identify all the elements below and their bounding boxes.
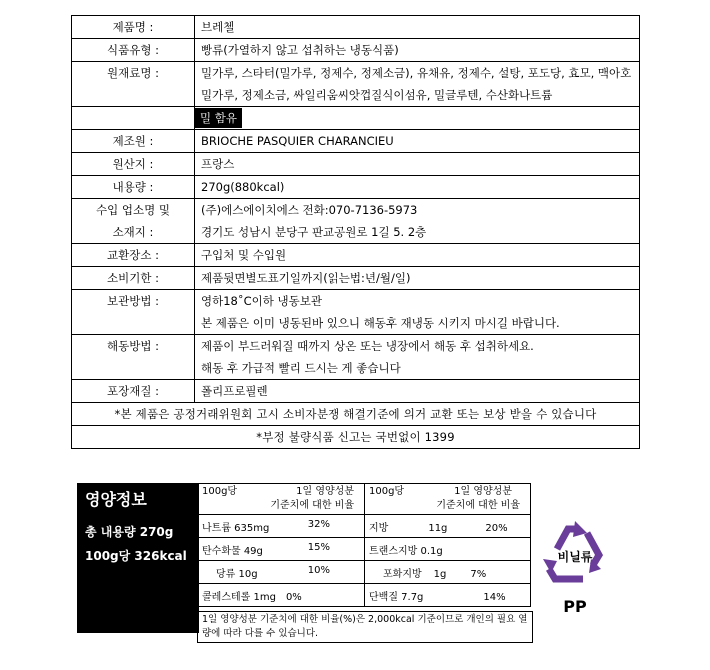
label-ingredients: 원재료명 : xyxy=(72,62,195,107)
nutrient-sat-fat xyxy=(365,561,531,584)
nutrient-pct: 32% xyxy=(307,518,330,530)
nutrient-sodium xyxy=(198,515,365,538)
storage-line2: 본 제품은 이미 냉동된바 있으니 해동후 재냉동 시키지 마시길 바랍니다. xyxy=(201,316,560,330)
nutrient-pct: 7% xyxy=(470,568,487,580)
header-pct2-left: 기준치에 대한 비율 xyxy=(270,500,354,511)
row-importer xyxy=(72,199,640,244)
nutrient-name: 당류 10g xyxy=(216,568,258,580)
row-dispute-note xyxy=(72,403,640,426)
nutrition-row-1 xyxy=(198,515,531,538)
nutrition-row-4 xyxy=(198,584,531,607)
row-product-name xyxy=(72,16,640,39)
value-thawing xyxy=(195,335,640,380)
row-manufacturer xyxy=(72,130,640,153)
nutrient-name: 포화지방 xyxy=(383,568,422,580)
label-origin: 원산지 : xyxy=(72,153,195,176)
label-content: 내용량 : xyxy=(72,176,195,199)
row-expiry xyxy=(72,267,640,290)
nutrient-name: 콜레스테롤 1mg xyxy=(202,591,276,603)
nutrient-pct: 0% xyxy=(285,591,302,603)
nutrient-name: 나트륨 635mg xyxy=(202,522,270,534)
value-storage xyxy=(195,290,640,335)
header-pct2-right: 기준치에 대한 비율 xyxy=(436,500,520,511)
label-packaging: 포장재질 : xyxy=(72,380,195,403)
product-info-table xyxy=(71,15,640,449)
ingredients-text: 밀가루, 스타터(밀가루, 정제수, 정제소금), 유채유, 정제수, 설탕, 포도당, 효모, 맥아호밀가루, 정제소금, 싸일리움씨앗껍질식이섬유, 밀글루텐, 수산화나트륨 xyxy=(201,66,632,102)
header-per-left: 100g당 xyxy=(202,486,238,497)
allergen-label-spacer xyxy=(72,107,195,130)
row-storage xyxy=(72,290,640,335)
value-exchange: 구입처 및 수입원 xyxy=(195,244,640,267)
storage-line1: 영하18˚C이하 냉동보관 xyxy=(201,294,322,308)
nutrient-pct: 10% xyxy=(307,564,330,576)
label-product-name: 제품명 : xyxy=(72,16,195,39)
label-expiry: 소비기한 : xyxy=(72,267,195,290)
label-importer xyxy=(72,199,195,244)
nutrition-row-3 xyxy=(198,561,531,584)
value-origin: 프랑스 xyxy=(195,153,640,176)
nutrition-row-2 xyxy=(198,538,531,561)
row-report-note xyxy=(72,426,640,449)
nutrient-name: 지방 xyxy=(369,522,389,534)
nutrition-header-left xyxy=(198,484,365,515)
label-importer-line2: 소재지 : xyxy=(112,225,154,239)
row-allergen xyxy=(72,107,640,130)
value-packaging: 폴리프로필렌 xyxy=(195,380,640,403)
row-thawing xyxy=(72,335,640,380)
nutrient-protein xyxy=(365,584,531,607)
thawing-line2: 해동 후 가급적 빨리 드시는 게 좋습니다 xyxy=(201,361,401,375)
header-per-right: 100g당 xyxy=(369,486,405,497)
value-expiry: 제품뒷면별도표기일까지(읽는법:년/월/일) xyxy=(195,267,640,290)
nutrient-name: 탄수화물 49g xyxy=(202,545,263,557)
nutrient-sugars xyxy=(198,561,365,584)
nutrition-header-right xyxy=(365,484,531,515)
nutrient-pct: 14% xyxy=(483,591,506,603)
row-exchange xyxy=(72,244,640,267)
nutrition-header-row xyxy=(198,484,531,515)
importer-address: 경기도 성남시 분당구 판교공원로 1길 5. 2층 xyxy=(201,225,427,239)
recycle-label: 비닐류 xyxy=(557,550,593,564)
nutrition-table xyxy=(197,483,531,607)
label-importer-line1: 수입 업소명 및 xyxy=(96,203,170,217)
nutrient-name: 단백질 7.7g xyxy=(369,591,424,603)
nutrition-summary xyxy=(77,483,199,633)
value-food-type: 빵류(가열하지 않고 섭취하는 냉동식품) xyxy=(195,39,640,62)
row-food-type xyxy=(72,39,640,62)
value-manufacturer: BRIOCHE PASQUIER CHARANCIEU xyxy=(195,130,640,153)
nutrition-footnote: 1일 영양성분 기준치에 대한 비율(%)은 2,000kcal 기준이므로 개인의 필요 열량에 따라 다를 수 있습니다. xyxy=(197,611,533,643)
nutrient-pct: 15% xyxy=(307,541,330,553)
row-origin xyxy=(72,153,640,176)
nutrition-per100: 100g당 326kcal xyxy=(85,549,187,563)
thawing-line1: 제품이 부드러워질 때까지 상온 또는 냉장에서 해동 후 섭취하세요. xyxy=(201,339,534,353)
nutrient-trans-fat xyxy=(365,538,531,561)
dispute-note: *본 제품은 공정거래위원회 고시 소비자분쟁 해결기준에 의거 교환 또는 보상 받을 수 있습니다 xyxy=(72,403,640,426)
row-packaging xyxy=(72,380,640,403)
nutrient-pct: 20% xyxy=(485,522,508,534)
nutrient-name: 트랜스지방 0.1g xyxy=(369,545,443,557)
value-product-name: 브레첼 xyxy=(195,16,640,39)
label-storage: 보관방법 : xyxy=(72,290,195,335)
header-pct1-left: 1일 영양성분 xyxy=(296,486,354,497)
label-thawing: 해동방법 : xyxy=(72,335,195,380)
importer-name-phone: (주)에스에이치에스 전화:070-7136-5973 xyxy=(201,203,418,217)
report-note: *부정 불량식품 신고는 국번없이 1399 xyxy=(72,426,640,449)
recycle-material: PP xyxy=(563,597,587,616)
recycle-mark xyxy=(535,515,615,615)
allergen-badge: 밀 함유 xyxy=(195,108,242,128)
row-ingredients xyxy=(72,62,640,107)
nutrient-fat xyxy=(365,515,531,538)
nutrition-total: 총 내용량 270g xyxy=(85,525,174,539)
nutrient-cholesterol xyxy=(198,584,365,607)
nutrient-amount: 1g xyxy=(433,568,447,580)
value-allergen xyxy=(195,107,640,130)
value-importer xyxy=(195,199,640,244)
nutrition-title: 영양정보 xyxy=(85,490,147,509)
recycle-arrows-icon xyxy=(535,515,615,595)
value-content: 270g(880kcal) xyxy=(195,176,640,199)
label-exchange: 교환장소 : xyxy=(72,244,195,267)
nutrient-amount: 11g xyxy=(428,522,448,534)
label-food-type: 식품유형 : xyxy=(72,39,195,62)
header-pct1-right: 1일 영양성분 xyxy=(454,486,512,497)
value-ingredients xyxy=(195,62,640,107)
label-manufacturer: 제조원 : xyxy=(72,130,195,153)
row-content xyxy=(72,176,640,199)
nutrient-carbs xyxy=(198,538,365,561)
